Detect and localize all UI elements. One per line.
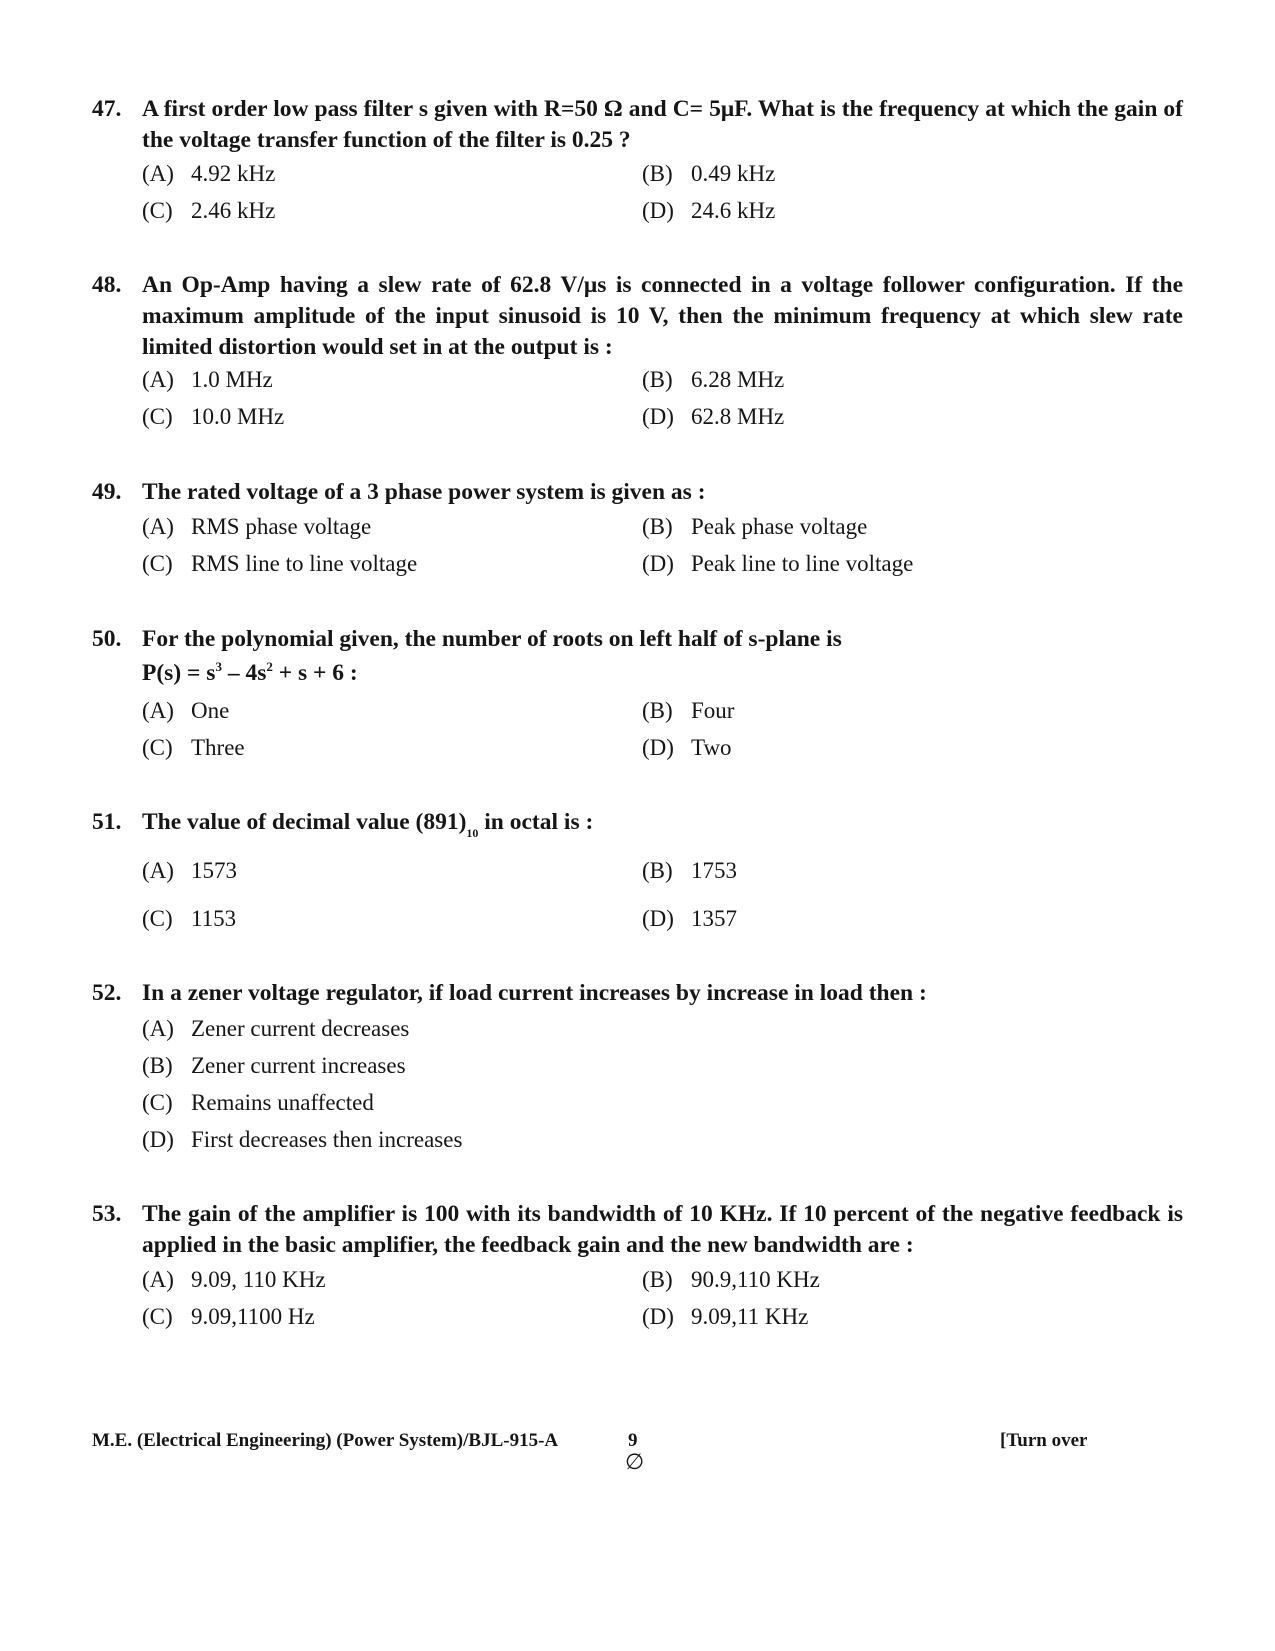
option-b: (B) 0.49 kHz [642,161,776,186]
question-49 [92,477,1183,508]
question-number: 51. [92,809,122,835]
option-b: (B) 90.9,110 KHz [642,1267,820,1292]
question-text: The gain of the amplifier is 100 with its bandwidth of 10 KHz. If 10 percent of the negative feedback is applied in the basic amplifier, the feedback gain and the new bandwidth are : [142,1201,1183,1258]
question-text: For the polynomial given, the number of roots on left half of s-plane is [142,626,842,652]
question-48 [92,270,1183,363]
option-b: (B) Four [642,698,735,723]
option-a: (A) 4.92 kHz [142,161,276,186]
option-d: (D) Two [642,735,732,760]
option-c: (C) 9.09,1100 Hz [142,1304,315,1329]
question-number: 52. [92,980,122,1006]
option-c: (C) 1153 [142,906,237,931]
question-text: An Op-Amp having a slew rate of 62.8 V/μs is connected in a voltage follower configuration. If the maximum amplitude of the input sinusoid is 10 V, then the minimum frequency at which slew rate limited distortion would set in at the output is : [142,272,1183,360]
page-number: 9 [628,1430,638,1451]
question-text: The rated voltage of a 3 phase power system is given as : [142,479,706,505]
option-a: (A) One [142,698,230,723]
question-52 [92,978,1183,1009]
question-51 [92,807,1183,838]
option-d: (D) 62.8 MHz [642,404,785,429]
option-d: (D) First decreases then increases [142,1127,463,1152]
question-53 [92,1199,1183,1261]
option-b: (B) 6.28 MHz [642,367,785,392]
paper-code: M.E. (Electrical Engineering) (Power System)/BJL-915-A [92,1430,559,1451]
option-b: (B) Peak phase voltage [642,514,868,539]
option-d: (D) 24.6 kHz [642,198,776,223]
option-a: (A) Zener current decreases [142,1016,410,1041]
option-c: (C) Three [142,735,245,760]
option-c: (C) RMS line to line voltage [142,551,418,576]
question-number: 53. [92,1201,122,1227]
option-b: (B) Zener current increases [142,1053,406,1078]
option-d: (D) 9.09,11 KHz [642,1304,809,1329]
option-a: (A) RMS phase voltage [142,514,372,539]
question-number: 47. [92,96,122,122]
option-d: (D) 1357 [642,906,737,931]
option-a: (A) 9.09, 110 KHz [142,1267,326,1292]
question-number: 50. [92,626,122,652]
option-c: (C) Remains unaffected [142,1090,374,1115]
option-c: (C) 10.0 MHz [142,404,285,429]
option-b: (B) 1753 [642,858,737,883]
question-text: The value of decimal value $(891)_{10}$ in octal is : [142,809,594,840]
page-symbol: ∅ [625,1449,645,1474]
option-c: (C) 2.46 kHz [142,198,276,223]
option-a: (A) 1573 [142,858,237,883]
question-text: A first order low pass filter s given with R=50 Ω and C= 5μF. What is the frequency at which the gain of the voltage transfer function of the filter is 0.25 ? [142,96,1183,153]
question-47 [92,94,1183,156]
question-number: 49. [92,479,122,505]
question-number: 48. [92,272,122,298]
question-text: In a zener voltage regulator, if load current increases by increase in load then : [142,980,927,1006]
option-a: (A) 1.0 MHz [142,367,273,392]
question-50 [92,624,1183,655]
turn-over-note: [Turn over [1000,1430,1088,1451]
polynomial-equation: $P(s) = s^3 - 4s^2 + s + 6$ : [142,659,358,686]
option-d: (D) Peak line to line voltage [642,551,914,576]
